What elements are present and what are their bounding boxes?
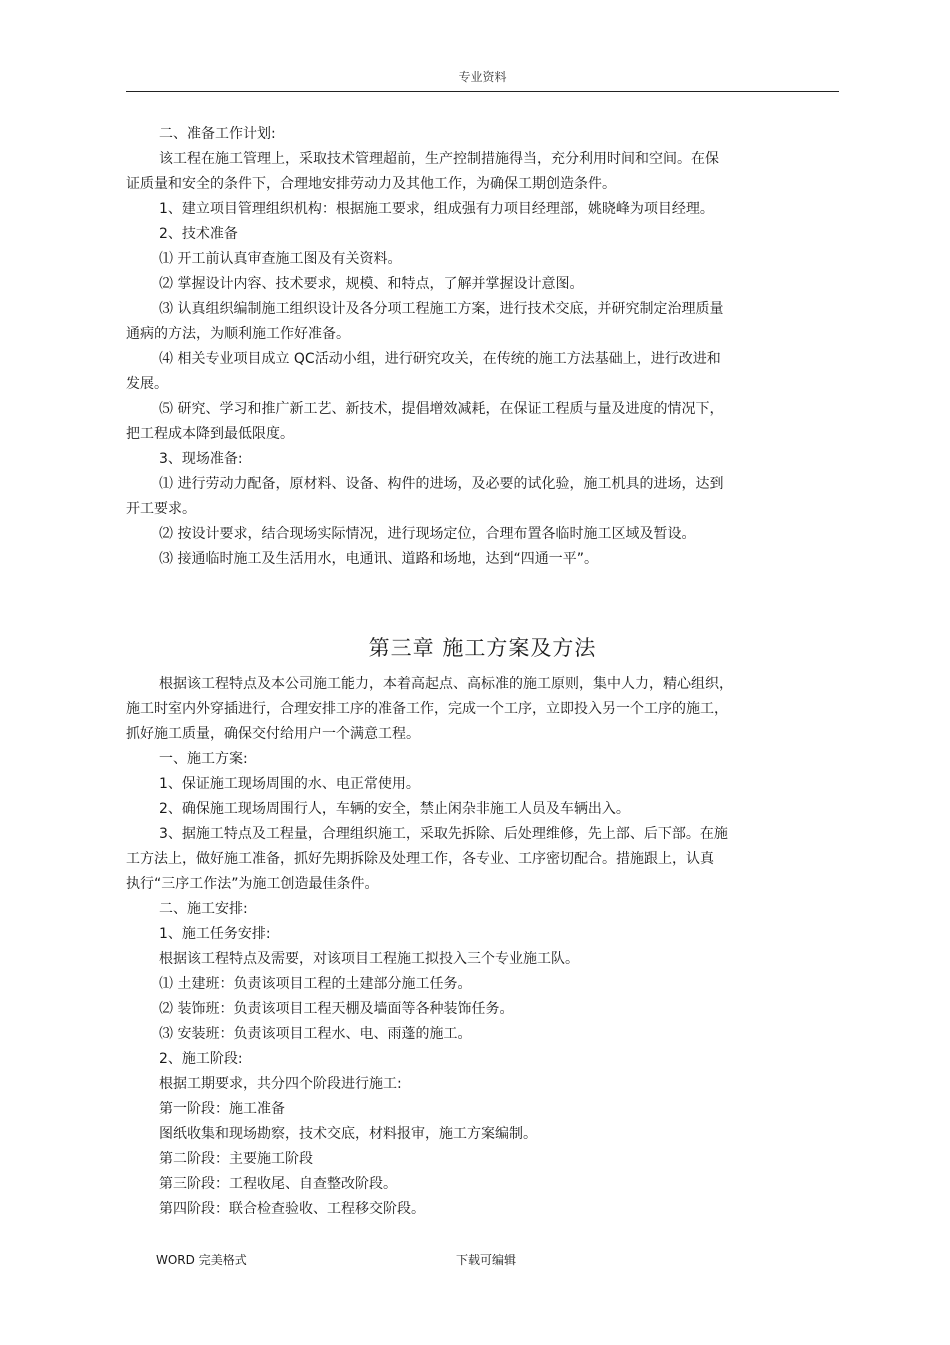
paragraph-line: 第一阶段：施工准备 [159,1101,285,1117]
paragraph-line: 2、技术准备 [159,226,238,242]
paragraph-line: 执行“三序工作法”为施工创造最佳条件。 [126,876,379,892]
paragraph-line: 第二阶段：主要施工阶段 [159,1151,313,1167]
paragraph-line: 1、保证施工现场周围的水、电正常使用。 [159,776,420,792]
section-preparation [126,122,776,572]
paragraph-line: ⑶ 接通临时施工及生活用水，电通讯、道路和场地，达到“四通一平”。 [159,551,598,567]
paragraph-line: ⑵ 按设计要求，结合现场实际情况，进行现场定位，合理布置各临时施工区域及暂设。 [159,526,696,542]
paragraph-line: 二、准备工作计划: [159,126,276,142]
paragraph-line: 2、确保施工现场周围行人，车辆的安全，禁止闲杂非施工人员及车辆出入。 [159,801,630,817]
paragraph-line: 工方法上，做好施工准备，抓好先期拆除及处理工作，各专业、工序密切配合。措施跟上，认真 [126,851,714,867]
paragraph-line: 1、建立项目管理组织机构：根据施工要求，组成强有力项目经理部，姚晓峰为项目经理。 [159,201,714,217]
paragraph-line: 开工要求。 [126,501,196,517]
paragraph-line: 把工程成本降到最低限度。 [126,426,294,442]
paragraph-line: ⑶ 安装班：负责该项目工程水、电、雨蓬的施工。 [159,1026,472,1042]
paragraph-line: 施工时室内外穿插进行，合理安排工序的准备工作，完成一个工序，立即投入另一个工序的施工， [126,701,728,717]
paragraph-line: 1、施工任务安排: [159,926,271,942]
section-construction-plan [126,672,776,1222]
paragraph-line: 抓好施工质量，确保交付给用户一个满意工程。 [126,726,420,742]
header-rule [126,91,839,92]
paragraph-line: 该工程在施工管理上，采取技术管理超前，生产控制措施得当，充分利用时间和空间。在保 [159,151,719,167]
paragraph-line: ⑴ 开工前认真审查施工图及有关资料。 [159,251,402,267]
footer-right-text: 下载可编辑 [456,1253,517,1267]
paragraph-line: ⑶ 认真组织编制施工组织设计及各分项工程施工方案，进行技术交底，并研究制定治理质量 [159,301,724,317]
chapter-title: 第三章 施工方案及方法 [368,636,597,660]
paragraph-line: 图纸收集和现场勘察，技术交底，材料报审，施工方案编制。 [159,1126,537,1142]
paragraph-line: 通病的方法，为顺利施工作好准备。 [126,326,350,342]
paragraph-line: 一、施工方案: [159,751,248,767]
paragraph-line: 根据该工程特点及本公司施工能力，本着高起点、高标准的施工原则，集中人力，精心组织， [159,676,733,692]
paragraph-line: ⑵ 掌握设计内容、技术要求，规模、和特点，了解并掌握设计意图。 [159,276,584,292]
paragraph-line: ⑴ 土建班：负责该项目工程的土建部分施工任务。 [159,976,472,992]
paragraph-line: ⑴ 进行劳动力配备，原材料、设备、构件的进场，及必要的试化验，施工机具的进场，达到 [159,476,724,492]
paragraph-line: 二、施工安排: [159,901,248,917]
footer-left-text: WORD 完美格式 [156,1253,247,1267]
paragraph-line: 根据该工程特点及需要，对该项目工程施工拟投入三个专业施工队。 [159,951,579,967]
page-header: 专业资料 [458,70,507,84]
paragraph-line: 2、施工阶段: [159,1051,243,1067]
paragraph-line: ⑵ 装饰班：负责该项目工程天棚及墙面等各种装饰任务。 [159,1001,514,1017]
paragraph-line: ⑸ 研究、学习和推广新工艺、新技术，提倡增效减耗，在保证工程质与量及进度的情况下， [159,401,724,417]
paragraph-line: 3、据施工特点及工程量，合理组织施工，采取先拆除、后处理维修，先上部、后下部。在施 [159,826,728,842]
paragraph-line: 第四阶段：联合检查验收、工程移交阶段。 [159,1201,425,1217]
paragraph-line: 根据工期要求，共分四个阶段进行施工: [159,1076,402,1092]
paragraph-line: ⑷ 相关专业项目成立 QC活动小组，进行研究攻关，在传统的施工方法基础上，进行改进和 [159,351,721,367]
paragraph-line: 证质量和安全的条件下，合理地安排劳动力及其他工作，为确保工期创造条件。 [126,176,616,192]
paragraph-line: 3、现场准备: [159,451,243,467]
paragraph-line: 第三阶段：工程收尾、自查整改阶段。 [159,1176,397,1192]
paragraph-line: 发展。 [126,376,168,392]
